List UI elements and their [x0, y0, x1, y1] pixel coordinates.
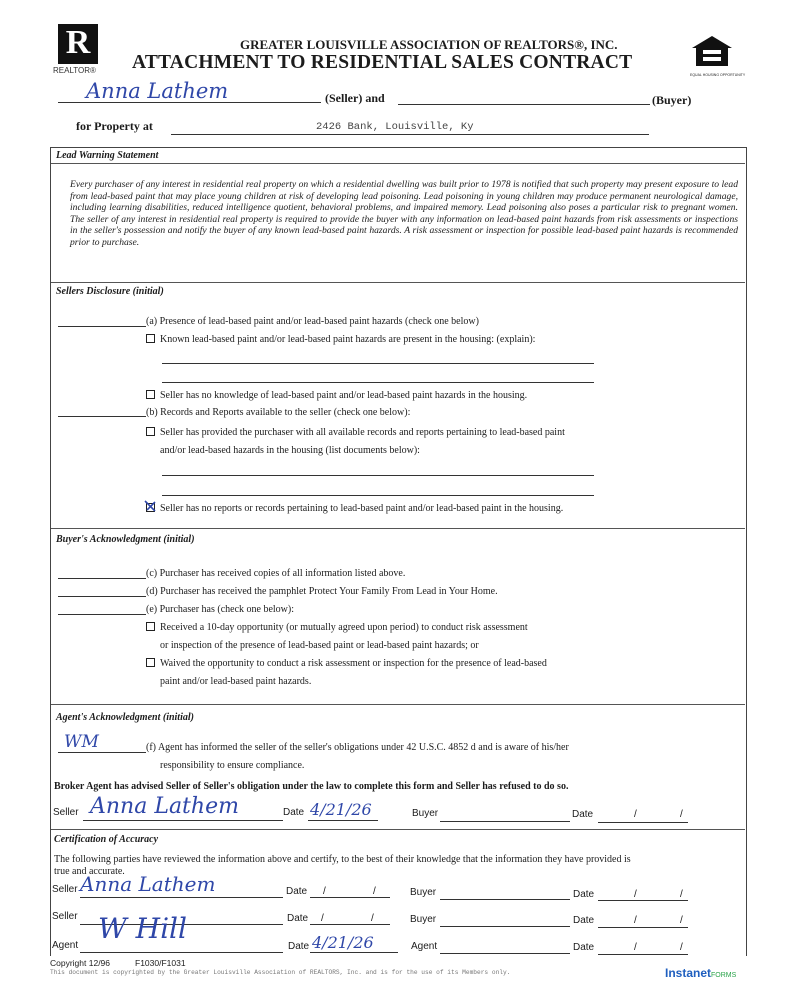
- buyer-label: (Buyer): [652, 93, 692, 107]
- explain-line[interactable]: [162, 382, 594, 383]
- date-separator: /: [634, 942, 637, 953]
- date-separator: /: [680, 942, 683, 953]
- seller-signature-line[interactable]: [83, 820, 283, 821]
- date-separator: /: [634, 915, 637, 926]
- item-e1-label: Received a 10-day opportunity (or mutually agreed upon period) to conduct risk assessment: [160, 622, 528, 633]
- item-a2-label: Seller has no knowledge of lead-based paint and/or lead-based paint hazards in the housing.: [160, 390, 528, 401]
- cert-seller-label: Seller: [52, 884, 78, 895]
- section-divider: [51, 528, 745, 529]
- checkbox-icon[interactable]: [146, 658, 155, 667]
- section-divider: [51, 163, 745, 164]
- item-a: (a) Presence of lead-based paint and/or lead-based paint hazards (check one below): [146, 316, 479, 327]
- item-b1-label: Seller has provided the purchaser with all available records and reports pertaining to lead-based paint: [160, 427, 565, 438]
- cert-buyer-line[interactable]: [440, 899, 570, 900]
- date-separator: /: [680, 915, 683, 926]
- footer-notice: This document is copyrighted by the Greater Louisville Association of REALTORS, Inc. and is for the use of its Members only.: [50, 969, 511, 976]
- cert-agent-date-handwritten: 4/21/26: [312, 933, 374, 952]
- realtor-logo-caption: REALTOR®: [53, 66, 96, 75]
- item-a1-label: Known lead-based paint and/or lead-based paint hazards are present in the housing: (explain):: [160, 334, 536, 345]
- realtor-logo: [58, 24, 98, 64]
- seller-signature-label: Seller: [53, 807, 79, 818]
- certification-heading: Certification of Accuracy: [54, 834, 159, 845]
- item-b2-label: Seller has no reports or records pertaining to lead-based paint and/or lead-based paint in the housing.: [160, 503, 564, 514]
- date-separator: /: [680, 809, 683, 820]
- checkbox-icon[interactable]: [146, 427, 155, 436]
- item-a1: [146, 334, 535, 345]
- buyer-date-label: Date: [572, 809, 594, 820]
- initial-line-e[interactable]: [58, 614, 146, 615]
- cert-buyer2-line[interactable]: [440, 926, 570, 927]
- cert-agent2-date-line[interactable]: [598, 954, 688, 955]
- item-e: (e) Purchaser has (check one below):: [146, 604, 294, 615]
- sellers-disclosure-heading: Sellers Disclosure (initial): [56, 286, 164, 297]
- lead-warning-heading: Lead Warning Statement: [56, 150, 159, 161]
- buyer-signature-label: Buyer: [412, 808, 439, 819]
- date-separator: /: [634, 809, 637, 820]
- documents-line[interactable]: [162, 495, 594, 496]
- seller-signature: Anna Lathem: [90, 794, 239, 819]
- item-e2-cont: paint and/or lead-based paint hazards.: [160, 676, 312, 687]
- item-c: (c) Purchaser has received copies of all information listed above.: [146, 568, 406, 579]
- section-divider: [51, 282, 745, 283]
- checkbox-icon[interactable]: [146, 622, 155, 631]
- item-f-cont: responsibility to ensure compliance.: [160, 760, 305, 771]
- lead-warning-text: Every purchaser of any interest in residential real property on which a residential dwelling was built prior to 1978 is notified that such property may present exposure to lead from lead-based paint that may place young children at risk of developing lead poisoning. Lead poisoning in young children may produce permanent neurological damage, including learning disabilities, reduced intelligence quotient, behavioral problems, and impaired memory. Lead poisoning also poses a particular risk to pregnant women. The seller of any interest in residential real property is required to provide the buyer with any information on lead-based paint hazards from risk assessments or inspections in the seller's possession and notify the buyer of any known lead-based paint hazards. A risk assessment or inspection for possible lead-based paint hazards is recommended prior to purchase.: [70, 179, 738, 248]
- cert-agent-label: Agent: [52, 940, 79, 951]
- certification-text-2: true and accurate.: [54, 866, 125, 877]
- property-line: [171, 134, 649, 135]
- cert-agent-date-line[interactable]: [310, 952, 398, 953]
- seller-name-line: [58, 102, 321, 103]
- cert-date2-label: Date: [287, 913, 309, 924]
- item-a2: [146, 390, 527, 401]
- equal-housing-caption: EQUAL HOUSING OPPORTUNITY: [690, 73, 746, 77]
- date-separator: /: [680, 889, 683, 900]
- footer-form-number: F1030/F1031: [135, 958, 186, 968]
- buyers-ack-heading: Buyer's Acknowledgment (initial): [56, 534, 195, 545]
- cert-buyer-date-label: Date: [573, 889, 595, 900]
- cert-agent2-line[interactable]: [440, 953, 570, 954]
- association-name: GREATER LOUISVILLE ASSOCIATION OF REALTORS®, INC.: [240, 37, 618, 52]
- agent-initials-handwritten: WM: [64, 732, 99, 752]
- item-d: (d) Purchaser has received the pamphlet Protect Your Family From Lead in Your Home.: [146, 586, 498, 597]
- item-e2: [146, 658, 547, 669]
- cert-seller-signature: Anna Lathem: [80, 872, 216, 896]
- realtor-logo-letter: R: [65, 24, 91, 61]
- date-separator: /: [634, 889, 637, 900]
- cert-seller2-label: Seller: [52, 911, 78, 922]
- buyer-signature-line[interactable]: [440, 821, 570, 822]
- cert-agent2-date-label: Date: [573, 942, 595, 953]
- cert-date2-line[interactable]: [310, 924, 390, 925]
- item-e1-cont: or inspection of the presence of lead-based paint or lead-based paint hazards; or: [160, 640, 479, 651]
- seller-name-handwritten: Anna Lathem: [86, 79, 229, 103]
- cert-buyer2-date-label: Date: [573, 915, 595, 926]
- instanet-brand-a: Instanet: [665, 966, 712, 980]
- seller-and-label: (Seller) and: [325, 91, 385, 105]
- documents-line[interactable]: [162, 475, 594, 476]
- cert-buyer-date-line[interactable]: [598, 900, 688, 901]
- cert-buyer-label: Buyer: [410, 887, 437, 898]
- buyer-name-line[interactable]: [398, 104, 650, 105]
- initial-line-a[interactable]: [58, 326, 146, 327]
- cert-agent-signature: W Hill: [98, 912, 187, 945]
- item-b: (b) Records and Reports available to the seller (check one below):: [146, 407, 411, 418]
- equal-housing-icon: [690, 34, 746, 80]
- initial-line-c[interactable]: [58, 578, 146, 579]
- item-e1: [146, 622, 528, 633]
- initial-line-d[interactable]: [58, 596, 146, 597]
- cert-seller-line[interactable]: [80, 897, 283, 898]
- cert-agent-date-label: Date: [288, 941, 310, 952]
- date-separator: /: [371, 913, 374, 924]
- cert-buyer2-date-line[interactable]: [598, 927, 688, 928]
- footer-copyright: Copyright 12/96: [50, 958, 111, 968]
- date-separator: /: [321, 913, 324, 924]
- cert-agent2-label: Agent: [411, 941, 438, 952]
- cert-date-line[interactable]: [310, 897, 390, 898]
- item-b1: [146, 427, 565, 438]
- initial-line-b[interactable]: [58, 416, 146, 417]
- item-b2: [146, 503, 563, 514]
- broker-note: Broker Agent has advised Seller of Seller's obligation under the law to complete this form and Seller has refused to do so.: [54, 781, 569, 792]
- seller-date-handwritten: 4/21/26: [310, 800, 372, 819]
- seller-date-line[interactable]: [308, 820, 378, 821]
- item-b1-cont: and/or lead-based hazards in the housing (list documents below):: [160, 445, 420, 456]
- section-divider: [51, 704, 745, 705]
- checkbox-icon[interactable]: [146, 390, 155, 399]
- seller-date-label: Date: [283, 807, 305, 818]
- item-f: (f) Agent has informed the seller of the seller's obligations under 42 U.S.C. 4852 d and is aware of his/her: [146, 742, 569, 753]
- section-divider: [51, 829, 745, 830]
- agents-ack-heading: Agent's Acknowledgment (initial): [56, 712, 194, 723]
- certification-text-1: The following parties have reviewed the information above and certify, to the best of their knowledge that the information they have provided is: [54, 854, 631, 865]
- checkbox-checked-icon[interactable]: [146, 503, 155, 512]
- initial-line-f[interactable]: [58, 752, 146, 753]
- cert-agent-line[interactable]: [80, 952, 283, 953]
- date-separator: /: [323, 886, 326, 897]
- cert-date-label: Date: [286, 886, 308, 897]
- property-label: for Property at: [76, 119, 153, 133]
- explain-line[interactable]: [162, 363, 594, 364]
- cert-buyer2-label: Buyer: [410, 914, 437, 925]
- form-title: ATTACHMENT TO RESIDENTIAL SALES CONTRACT: [132, 52, 633, 73]
- buyer-date-line[interactable]: [598, 822, 688, 823]
- checkbox-icon[interactable]: [146, 334, 155, 343]
- instanet-brand-b: FORMS: [711, 972, 737, 979]
- instanet-brand: [665, 966, 736, 980]
- date-separator: /: [373, 886, 376, 897]
- item-e2-label: Waived the opportunity to conduct a risk assessment or inspection for the presence of lead-based: [160, 658, 547, 669]
- property-address: 2426 Bank, Louisville, Ky: [316, 121, 474, 133]
